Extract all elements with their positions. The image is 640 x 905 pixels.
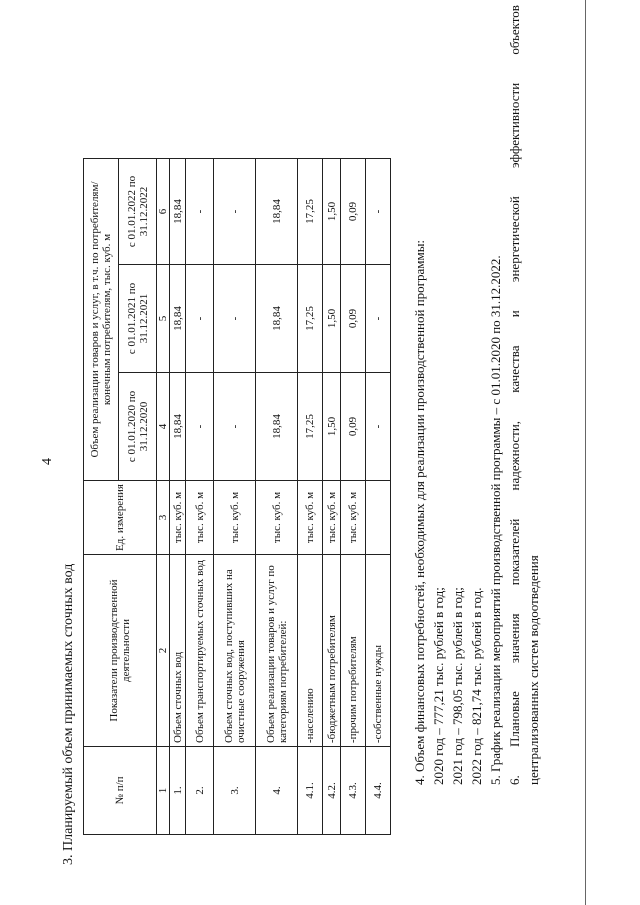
row-indicator: -бюджетным потребителям bbox=[323, 555, 341, 747]
row-num: 4. bbox=[256, 747, 298, 835]
row-unit: тыс. куб. м bbox=[341, 481, 366, 555]
row-indicator: -населению bbox=[298, 555, 323, 747]
header-volume-group: Объем реализации товаров и услуг, в т.ч. по потребителям/ конечным потребителям, тыс. куб. м bbox=[84, 159, 119, 481]
row-value-2022: 0,09 bbox=[341, 159, 366, 265]
row-unit: тыс. куб. м bbox=[323, 481, 341, 555]
note-word: энергетической bbox=[507, 196, 522, 283]
row-value-2020: - bbox=[186, 373, 214, 481]
row-num: 4.1. bbox=[298, 747, 323, 835]
note-year-2021: 2021 год – 798,05 тыс. рублей в год; bbox=[450, 587, 465, 785]
row-value-2021: 18,84 bbox=[170, 265, 186, 373]
page-number: 4 bbox=[40, 458, 55, 465]
row-value-2021: 17,25 bbox=[298, 265, 323, 373]
row-num: 1. bbox=[170, 747, 186, 835]
row-indicator: -собственные нужды bbox=[366, 555, 391, 747]
header-period-2021: с 01.01.2021 по 31.12.2021 bbox=[119, 265, 157, 373]
row-indicator: Объем транспортируемых сточных вод bbox=[186, 555, 214, 747]
table-row bbox=[214, 159, 256, 835]
footer-rule bbox=[585, 0, 586, 905]
row-unit bbox=[366, 481, 391, 555]
row-value-2022: - bbox=[186, 159, 214, 265]
row-value-2022: 17,25 bbox=[298, 159, 323, 265]
note-year-2022: 2022 год – 821,74 тыс. рублей в год. bbox=[469, 587, 484, 785]
row-value-2021: 0,09 bbox=[341, 265, 366, 373]
row-unit: тыс. куб. м bbox=[298, 481, 323, 555]
header-period-2022: с 01.01.2022 по 31.12.2022 bbox=[119, 159, 157, 265]
row-value-2021: 18,84 bbox=[256, 265, 298, 373]
section-heading: 3. Планируемый объем принимаемых сточных вод bbox=[61, 563, 76, 865]
note-planned-indicators bbox=[505, 5, 524, 785]
note-word: показателей bbox=[507, 518, 522, 586]
note-word: Плановые bbox=[507, 691, 522, 748]
header-period-2020: с 01.01.2020 по 31.12.2020 bbox=[119, 373, 157, 481]
note-word: качества bbox=[507, 345, 522, 393]
row-value-2022: - bbox=[366, 159, 391, 265]
row-value-2020: - bbox=[366, 373, 391, 481]
row-value-2020: - bbox=[214, 373, 256, 481]
row-value-2022: 1,50 bbox=[323, 159, 341, 265]
index-cell: 5 bbox=[157, 265, 170, 373]
table-row bbox=[170, 159, 186, 835]
row-value-2021: - bbox=[186, 265, 214, 373]
row-indicator: Объем сточных вод bbox=[170, 555, 186, 747]
index-row bbox=[157, 159, 170, 835]
row-num: 4.4. bbox=[366, 747, 391, 835]
index-cell: 2 bbox=[157, 555, 170, 747]
index-cell: 1 bbox=[157, 747, 170, 835]
row-indicator: Объем реализации товаров и услуг по категориям потребителей: bbox=[256, 555, 298, 747]
row-value-2021: - bbox=[366, 265, 391, 373]
row-value-2021: - bbox=[214, 265, 256, 373]
row-unit: тыс. куб. м bbox=[186, 481, 214, 555]
row-value-2020: 0,09 bbox=[341, 373, 366, 481]
index-cell: 6 bbox=[157, 159, 170, 265]
note-word: объектов bbox=[507, 5, 522, 55]
table-row bbox=[256, 159, 298, 835]
row-value-2020: 18,84 bbox=[256, 373, 298, 481]
row-unit: тыс. куб. м bbox=[214, 481, 256, 555]
notes-block bbox=[410, 5, 543, 785]
row-value-2020: 18,84 bbox=[170, 373, 186, 481]
note-schedule: 5. График реализации мероприятий производственной программы – с 01.01.2020 по 31.12.2022. bbox=[488, 255, 503, 785]
note-year-2020: 2020 год – 777,21 тыс. рублей в год; bbox=[431, 587, 446, 785]
table-row bbox=[341, 159, 366, 835]
row-value-2022: 18,84 bbox=[170, 159, 186, 265]
row-value-2022: - bbox=[214, 159, 256, 265]
row-value-2021: 1,50 bbox=[323, 265, 341, 373]
wastewater-volume-table bbox=[83, 158, 391, 835]
note-word: надежности, bbox=[507, 420, 522, 491]
note-financial-needs: 4. Объем финансовых потребностей, необходимых для реализации производственной программы: bbox=[412, 239, 427, 785]
row-indicator: -прочим потребителям bbox=[341, 555, 366, 747]
row-num: 4.3. bbox=[341, 747, 366, 835]
note-word: значения bbox=[507, 613, 522, 664]
note-planned-indicators-cont: централизованных систем водоотведения bbox=[526, 555, 541, 785]
header-num: № п/п bbox=[84, 747, 157, 835]
row-value-2020: 1,50 bbox=[323, 373, 341, 481]
note-word: 6. bbox=[507, 775, 522, 785]
note-word: эффективности bbox=[507, 82, 522, 168]
table-row bbox=[298, 159, 323, 835]
row-num: 2. bbox=[186, 747, 214, 835]
table-row bbox=[186, 159, 214, 835]
row-num: 3. bbox=[214, 747, 256, 835]
index-cell: 3 bbox=[157, 481, 170, 555]
row-num: 4.2. bbox=[323, 747, 341, 835]
header-unit: Ед. измерения bbox=[84, 481, 157, 555]
row-value-2022: 18,84 bbox=[256, 159, 298, 265]
table-row bbox=[366, 159, 391, 835]
note-word: и bbox=[507, 310, 522, 318]
row-unit: тыс. куб. м bbox=[170, 481, 186, 555]
header-indicator: Показатели производственной деятельности bbox=[84, 555, 157, 747]
row-value-2020: 17,25 bbox=[298, 373, 323, 481]
row-unit: тыс. куб. м bbox=[256, 481, 298, 555]
index-cell: 4 bbox=[157, 373, 170, 481]
table-row bbox=[323, 159, 341, 835]
row-indicator: Объем сточных вод, поступивших на очистные сооружения bbox=[214, 555, 256, 747]
